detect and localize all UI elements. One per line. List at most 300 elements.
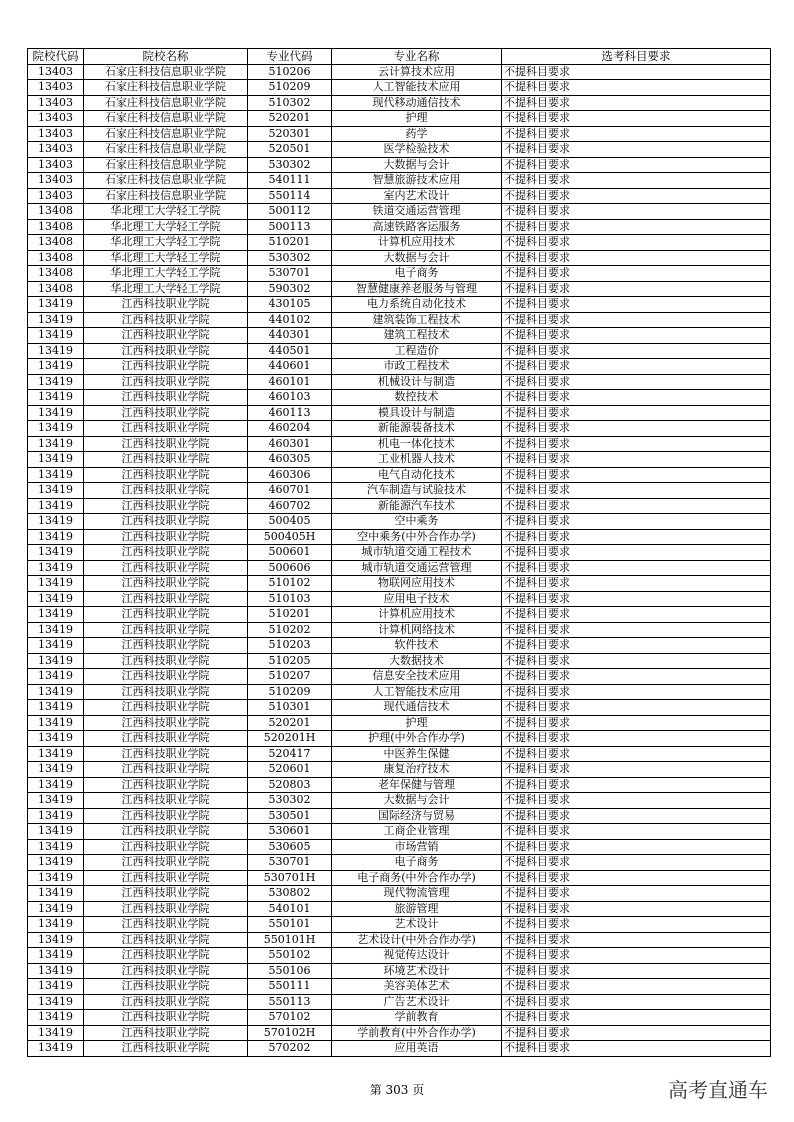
cell-school-code: 13419	[28, 498, 84, 514]
cell-major-code: 510202	[248, 622, 332, 638]
cell-major-name: 新能源装备技术	[332, 421, 502, 437]
cell-major-code: 500601	[248, 545, 332, 561]
cell-school-name: 江西科技职业学院	[84, 545, 248, 561]
cell-major-name: 信息安全技术应用	[332, 669, 502, 685]
cell-major-name: 数控技术	[332, 390, 502, 406]
cell-subject-requirement: 不提科目要求	[502, 281, 771, 297]
cell-school-name: 华北理工大学轻工学院	[84, 250, 248, 266]
cell-major-name: 大数据与会计	[332, 157, 502, 173]
cell-subject-requirement: 不提科目要求	[502, 467, 771, 483]
cell-subject-requirement: 不提科目要求	[502, 824, 771, 840]
cell-major-code: 500113	[248, 219, 332, 235]
cell-major-name: 工业机器人技术	[332, 452, 502, 468]
table-row	[28, 932, 771, 948]
cell-major-name: 艺术设计	[332, 917, 502, 933]
cell-major-name: 工商企业管理	[332, 824, 502, 840]
cell-major-name: 铁道交通运营管理	[332, 204, 502, 220]
table-row	[28, 421, 771, 437]
cell-major-name: 护理(中外合作办学)	[332, 731, 502, 747]
table-row	[28, 266, 771, 282]
table-row	[28, 684, 771, 700]
table-row	[28, 281, 771, 297]
table-row	[28, 638, 771, 654]
cell-school-name: 江西科技职业学院	[84, 467, 248, 483]
cell-school-name: 江西科技职业学院	[84, 359, 248, 375]
cell-major-code: 550111	[248, 979, 332, 995]
cell-major-code: 510203	[248, 638, 332, 654]
table-row	[28, 95, 771, 111]
cell-major-name: 机械设计与制造	[332, 374, 502, 390]
cell-major-code: 550101	[248, 917, 332, 933]
cell-major-code: 550114	[248, 188, 332, 204]
cell-school-code: 13419	[28, 963, 84, 979]
cell-major-code: 510209	[248, 684, 332, 700]
table-row	[28, 979, 771, 995]
cell-school-name: 江西科技职业学院	[84, 762, 248, 778]
cell-major-name: 智慧健康养老服务与管理	[332, 281, 502, 297]
cell-school-code: 13419	[28, 700, 84, 716]
cell-major-name: 电子商务	[332, 855, 502, 871]
cell-major-name: 应用英语	[332, 1041, 502, 1057]
cell-subject-requirement: 不提科目要求	[502, 126, 771, 142]
cell-major-name: 老年保健与管理	[332, 777, 502, 793]
table-row	[28, 560, 771, 576]
cell-school-code: 13403	[28, 111, 84, 127]
cell-school-name: 江西科技职业学院	[84, 901, 248, 917]
cell-subject-requirement: 不提科目要求	[502, 855, 771, 871]
cell-school-code: 13419	[28, 684, 84, 700]
cell-school-code: 13419	[28, 421, 84, 437]
cell-school-name: 华北理工大学轻工学院	[84, 281, 248, 297]
cell-school-code: 13419	[28, 653, 84, 669]
cell-major-code: 510103	[248, 591, 332, 607]
table-row	[28, 483, 771, 499]
cell-subject-requirement: 不提科目要求	[502, 529, 771, 545]
cell-school-name: 江西科技职业学院	[84, 591, 248, 607]
cell-major-name: 药学	[332, 126, 502, 142]
cell-major-code: 510206	[248, 64, 332, 80]
cell-school-code: 13419	[28, 297, 84, 313]
cell-school-code: 13419	[28, 607, 84, 623]
cell-subject-requirement: 不提科目要求	[502, 188, 771, 204]
table-row	[28, 514, 771, 530]
cell-school-name: 江西科技职业学院	[84, 715, 248, 731]
cell-school-code: 13419	[28, 545, 84, 561]
cell-major-code: 460103	[248, 390, 332, 406]
cell-school-name: 江西科技职业学院	[84, 1041, 248, 1057]
cell-school-code: 13403	[28, 80, 84, 96]
cell-school-name: 江西科技职业学院	[84, 731, 248, 747]
cell-major-name: 现代通信技术	[332, 700, 502, 716]
cell-school-code: 13419	[28, 591, 84, 607]
table-body	[28, 64, 771, 1056]
cell-major-name: 电气自动化技术	[332, 467, 502, 483]
cell-major-code: 530605	[248, 839, 332, 855]
cell-major-code: 510102	[248, 576, 332, 592]
cell-major-name: 计算机应用技术	[332, 235, 502, 251]
cell-school-code: 13419	[28, 901, 84, 917]
cell-subject-requirement: 不提科目要求	[502, 1025, 771, 1041]
cell-major-name: 空中乘务	[332, 514, 502, 530]
cell-school-code: 13419	[28, 638, 84, 654]
table-row	[28, 700, 771, 716]
cell-school-code: 13419	[28, 514, 84, 530]
table-row	[28, 793, 771, 809]
cell-major-code: 500405H	[248, 529, 332, 545]
cell-school-code: 13419	[28, 576, 84, 592]
header-major-code: 专业代码	[248, 49, 332, 65]
table-row	[28, 390, 771, 406]
cell-school-name: 江西科技职业学院	[84, 948, 248, 964]
table-row	[28, 855, 771, 871]
cell-major-name: 艺术设计(中外合作办学)	[332, 932, 502, 948]
cell-major-code: 530302	[248, 250, 332, 266]
cell-subject-requirement: 不提科目要求	[502, 901, 771, 917]
cell-major-name: 现代物流管理	[332, 886, 502, 902]
cell-major-code: 460113	[248, 405, 332, 421]
cell-school-code: 13419	[28, 824, 84, 840]
cell-school-code: 13403	[28, 157, 84, 173]
brand-watermark: 高考直通车	[668, 1078, 768, 1102]
cell-major-name: 高速铁路客运服务	[332, 219, 502, 235]
cell-subject-requirement: 不提科目要求	[502, 421, 771, 437]
cell-subject-requirement: 不提科目要求	[502, 963, 771, 979]
cell-school-code: 13419	[28, 1010, 84, 1026]
cell-school-code: 13419	[28, 374, 84, 390]
admission-table	[27, 48, 771, 1057]
table-row	[28, 653, 771, 669]
cell-major-name: 大数据与会计	[332, 250, 502, 266]
cell-major-code: 570102	[248, 1010, 332, 1026]
cell-subject-requirement: 不提科目要求	[502, 1010, 771, 1026]
cell-school-code: 13403	[28, 126, 84, 142]
cell-subject-requirement: 不提科目要求	[502, 142, 771, 158]
cell-school-name: 江西科技职业学院	[84, 343, 248, 359]
cell-subject-requirement: 不提科目要求	[502, 932, 771, 948]
cell-school-code: 13419	[28, 560, 84, 576]
table-row	[28, 436, 771, 452]
table-row	[28, 173, 771, 189]
cell-major-name: 新能源汽车技术	[332, 498, 502, 514]
cell-subject-requirement: 不提科目要求	[502, 173, 771, 189]
cell-major-name: 电子商务(中外合作办学)	[332, 870, 502, 886]
table-row	[28, 901, 771, 917]
table-row	[28, 1010, 771, 1026]
cell-school-name: 江西科技职业学院	[84, 405, 248, 421]
cell-school-code: 13408	[28, 219, 84, 235]
cell-school-name: 江西科技职业学院	[84, 1010, 248, 1026]
table-row	[28, 576, 771, 592]
cell-major-code: 530701	[248, 266, 332, 282]
cell-major-code: 530302	[248, 793, 332, 809]
cell-subject-requirement: 不提科目要求	[502, 374, 771, 390]
cell-major-name: 美容美体艺术	[332, 979, 502, 995]
table-row	[28, 607, 771, 623]
cell-major-name: 视觉传达设计	[332, 948, 502, 964]
cell-school-code: 13419	[28, 1041, 84, 1057]
cell-school-name: 江西科技职业学院	[84, 312, 248, 328]
cell-major-name: 城市轨道交通工程技术	[332, 545, 502, 561]
table-row	[28, 142, 771, 158]
cell-subject-requirement: 不提科目要求	[502, 111, 771, 127]
cell-major-name: 护理	[332, 111, 502, 127]
cell-subject-requirement: 不提科目要求	[502, 390, 771, 406]
cell-subject-requirement: 不提科目要求	[502, 715, 771, 731]
cell-school-name: 石家庄科技信息职业学院	[84, 126, 248, 142]
cell-school-name: 江西科技职业学院	[84, 669, 248, 685]
cell-major-code: 540101	[248, 901, 332, 917]
cell-school-name: 江西科技职业学院	[84, 932, 248, 948]
table-row	[28, 235, 771, 251]
cell-major-code: 530501	[248, 808, 332, 824]
cell-subject-requirement: 不提科目要求	[502, 948, 771, 964]
cell-school-name: 江西科技职业学院	[84, 746, 248, 762]
cell-subject-requirement: 不提科目要求	[502, 793, 771, 809]
cell-subject-requirement: 不提科目要求	[502, 653, 771, 669]
cell-school-code: 13419	[28, 886, 84, 902]
table-row	[28, 669, 771, 685]
cell-school-code: 13419	[28, 715, 84, 731]
cell-school-code: 13419	[28, 359, 84, 375]
cell-subject-requirement: 不提科目要求	[502, 405, 771, 421]
cell-major-name: 人工智能技术应用	[332, 684, 502, 700]
cell-subject-requirement: 不提科目要求	[502, 483, 771, 499]
cell-school-code: 13419	[28, 917, 84, 933]
cell-major-code: 460305	[248, 452, 332, 468]
cell-major-code: 500112	[248, 204, 332, 220]
cell-school-code: 13419	[28, 777, 84, 793]
cell-school-name: 江西科技职业学院	[84, 421, 248, 437]
header-school-code: 院校代码	[28, 49, 84, 65]
table-row	[28, 839, 771, 855]
cell-school-code: 13419	[28, 483, 84, 499]
header-subject-requirement: 选考科目要求	[502, 49, 771, 65]
cell-school-name: 江西科技职业学院	[84, 452, 248, 468]
cell-major-code: 520201H	[248, 731, 332, 747]
cell-school-name: 江西科技职业学院	[84, 917, 248, 933]
cell-major-code: 460204	[248, 421, 332, 437]
cell-school-name: 江西科技职业学院	[84, 653, 248, 669]
cell-school-code: 13408	[28, 281, 84, 297]
table-row	[28, 777, 771, 793]
cell-school-name: 江西科技职业学院	[84, 824, 248, 840]
cell-school-name: 石家庄科技信息职业学院	[84, 64, 248, 80]
cell-school-code: 13419	[28, 529, 84, 545]
cell-major-code: 440301	[248, 328, 332, 344]
cell-subject-requirement: 不提科目要求	[502, 235, 771, 251]
cell-major-code: 530601	[248, 824, 332, 840]
table-row	[28, 157, 771, 173]
cell-major-code: 520501	[248, 142, 332, 158]
table-row	[28, 886, 771, 902]
cell-major-code: 570102H	[248, 1025, 332, 1041]
cell-major-name: 大数据与会计	[332, 793, 502, 809]
cell-subject-requirement: 不提科目要求	[502, 917, 771, 933]
cell-major-name: 康复治疗技术	[332, 762, 502, 778]
table-row	[28, 529, 771, 545]
cell-school-code: 13408	[28, 266, 84, 282]
cell-school-name: 江西科技职业学院	[84, 963, 248, 979]
cell-school-name: 江西科技职业学院	[84, 638, 248, 654]
cell-school-code: 13419	[28, 870, 84, 886]
cell-school-name: 江西科技职业学院	[84, 793, 248, 809]
cell-subject-requirement: 不提科目要求	[502, 312, 771, 328]
cell-major-name: 模具设计与制造	[332, 405, 502, 421]
table-row	[28, 917, 771, 933]
cell-school-name: 江西科技职业学院	[84, 994, 248, 1010]
cell-subject-requirement: 不提科目要求	[502, 684, 771, 700]
cell-major-code: 530701	[248, 855, 332, 871]
cell-subject-requirement: 不提科目要求	[502, 607, 771, 623]
cell-school-code: 13419	[28, 390, 84, 406]
cell-subject-requirement: 不提科目要求	[502, 560, 771, 576]
cell-school-name: 江西科技职业学院	[84, 607, 248, 623]
cell-subject-requirement: 不提科目要求	[502, 870, 771, 886]
cell-school-name: 华北理工大学轻工学院	[84, 204, 248, 220]
cell-major-name: 大数据技术	[332, 653, 502, 669]
cell-subject-requirement: 不提科目要求	[502, 498, 771, 514]
cell-major-name: 电力系统自动化技术	[332, 297, 502, 313]
cell-school-name: 华北理工大学轻工学院	[84, 235, 248, 251]
cell-subject-requirement: 不提科目要求	[502, 328, 771, 344]
cell-school-code: 13419	[28, 669, 84, 685]
cell-school-name: 江西科技职业学院	[84, 576, 248, 592]
cell-school-code: 13419	[28, 746, 84, 762]
cell-major-code: 550106	[248, 963, 332, 979]
cell-school-code: 13403	[28, 95, 84, 111]
cell-subject-requirement: 不提科目要求	[502, 514, 771, 530]
cell-major-name: 国际经济与贸易	[332, 808, 502, 824]
cell-school-code: 13419	[28, 452, 84, 468]
cell-major-name: 应用电子技术	[332, 591, 502, 607]
table-row	[28, 250, 771, 266]
cell-major-name: 电子商务	[332, 266, 502, 282]
cell-school-code: 13419	[28, 808, 84, 824]
cell-school-code: 13419	[28, 979, 84, 995]
cell-major-code: 520803	[248, 777, 332, 793]
cell-major-name: 工程造价	[332, 343, 502, 359]
cell-school-code: 13403	[28, 142, 84, 158]
table-row	[28, 808, 771, 824]
cell-major-name: 现代移动通信技术	[332, 95, 502, 111]
cell-school-name: 江西科技职业学院	[84, 622, 248, 638]
cell-major-name: 软件技术	[332, 638, 502, 654]
cell-school-name: 石家庄科技信息职业学院	[84, 80, 248, 96]
table-row	[28, 126, 771, 142]
cell-major-code: 530802	[248, 886, 332, 902]
table-row	[28, 824, 771, 840]
cell-school-name: 江西科技职业学院	[84, 1025, 248, 1041]
cell-major-name: 学前教育	[332, 1010, 502, 1026]
cell-school-name: 江西科技职业学院	[84, 684, 248, 700]
cell-school-code: 13403	[28, 64, 84, 80]
cell-major-name: 医学检验技术	[332, 142, 502, 158]
cell-major-code: 520201	[248, 715, 332, 731]
cell-major-code: 510205	[248, 653, 332, 669]
table-row	[28, 405, 771, 421]
table-row	[28, 204, 771, 220]
cell-major-name: 中医养生保健	[332, 746, 502, 762]
table-row	[28, 1041, 771, 1057]
cell-subject-requirement: 不提科目要求	[502, 731, 771, 747]
cell-school-code: 13419	[28, 343, 84, 359]
cell-school-name: 华北理工大学轻工学院	[84, 219, 248, 235]
cell-school-name: 江西科技职业学院	[84, 390, 248, 406]
cell-subject-requirement: 不提科目要求	[502, 638, 771, 654]
cell-major-name: 城市轨道交通运营管理	[332, 560, 502, 576]
cell-major-name: 计算机网络技术	[332, 622, 502, 638]
cell-major-code: 530302	[248, 157, 332, 173]
cell-major-code: 440601	[248, 359, 332, 375]
cell-major-code: 510207	[248, 669, 332, 685]
cell-school-code: 13419	[28, 622, 84, 638]
cell-school-name: 江西科技职业学院	[84, 498, 248, 514]
table-row	[28, 731, 771, 747]
cell-subject-requirement: 不提科目要求	[502, 219, 771, 235]
cell-subject-requirement: 不提科目要求	[502, 1041, 771, 1057]
cell-school-name: 石家庄科技信息职业学院	[84, 173, 248, 189]
cell-subject-requirement: 不提科目要求	[502, 545, 771, 561]
table-row	[28, 343, 771, 359]
cell-subject-requirement: 不提科目要求	[502, 64, 771, 80]
cell-school-name: 江西科技职业学院	[84, 777, 248, 793]
table-row	[28, 963, 771, 979]
cell-school-code: 13419	[28, 948, 84, 964]
cell-subject-requirement: 不提科目要求	[502, 157, 771, 173]
cell-school-code: 13419	[28, 328, 84, 344]
cell-subject-requirement: 不提科目要求	[502, 839, 771, 855]
cell-major-code: 430105	[248, 297, 332, 313]
cell-school-code: 13408	[28, 235, 84, 251]
header-school-name: 院校名称	[84, 49, 248, 65]
cell-school-code: 13419	[28, 405, 84, 421]
table-row	[28, 219, 771, 235]
cell-subject-requirement: 不提科目要求	[502, 297, 771, 313]
table-row	[28, 359, 771, 375]
cell-major-name: 计算机应用技术	[332, 607, 502, 623]
cell-school-name: 江西科技职业学院	[84, 979, 248, 995]
cell-school-name: 石家庄科技信息职业学院	[84, 188, 248, 204]
cell-subject-requirement: 不提科目要求	[502, 452, 771, 468]
table-row	[28, 312, 771, 328]
cell-major-name: 护理	[332, 715, 502, 731]
header-major-name: 专业名称	[332, 49, 502, 65]
cell-school-name: 江西科技职业学院	[84, 297, 248, 313]
table-row	[28, 64, 771, 80]
cell-subject-requirement: 不提科目要求	[502, 250, 771, 266]
cell-school-code: 13419	[28, 467, 84, 483]
cell-major-code: 460101	[248, 374, 332, 390]
table-row	[28, 111, 771, 127]
cell-school-name: 江西科技职业学院	[84, 855, 248, 871]
cell-school-code: 13419	[28, 839, 84, 855]
cell-major-code: 460701	[248, 483, 332, 499]
cell-subject-requirement: 不提科目要求	[502, 80, 771, 96]
cell-major-name: 环境艺术设计	[332, 963, 502, 979]
cell-major-code: 460301	[248, 436, 332, 452]
cell-major-code: 520301	[248, 126, 332, 142]
cell-school-code: 13403	[28, 173, 84, 189]
table-row	[28, 622, 771, 638]
cell-major-code: 540111	[248, 173, 332, 189]
table-row	[28, 452, 771, 468]
cell-subject-requirement: 不提科目要求	[502, 886, 771, 902]
page-number: 第 303 页	[369, 1083, 425, 1097]
table-row	[28, 1025, 771, 1041]
cell-major-code: 460306	[248, 467, 332, 483]
cell-school-name: 江西科技职业学院	[84, 374, 248, 390]
table-row	[28, 297, 771, 313]
